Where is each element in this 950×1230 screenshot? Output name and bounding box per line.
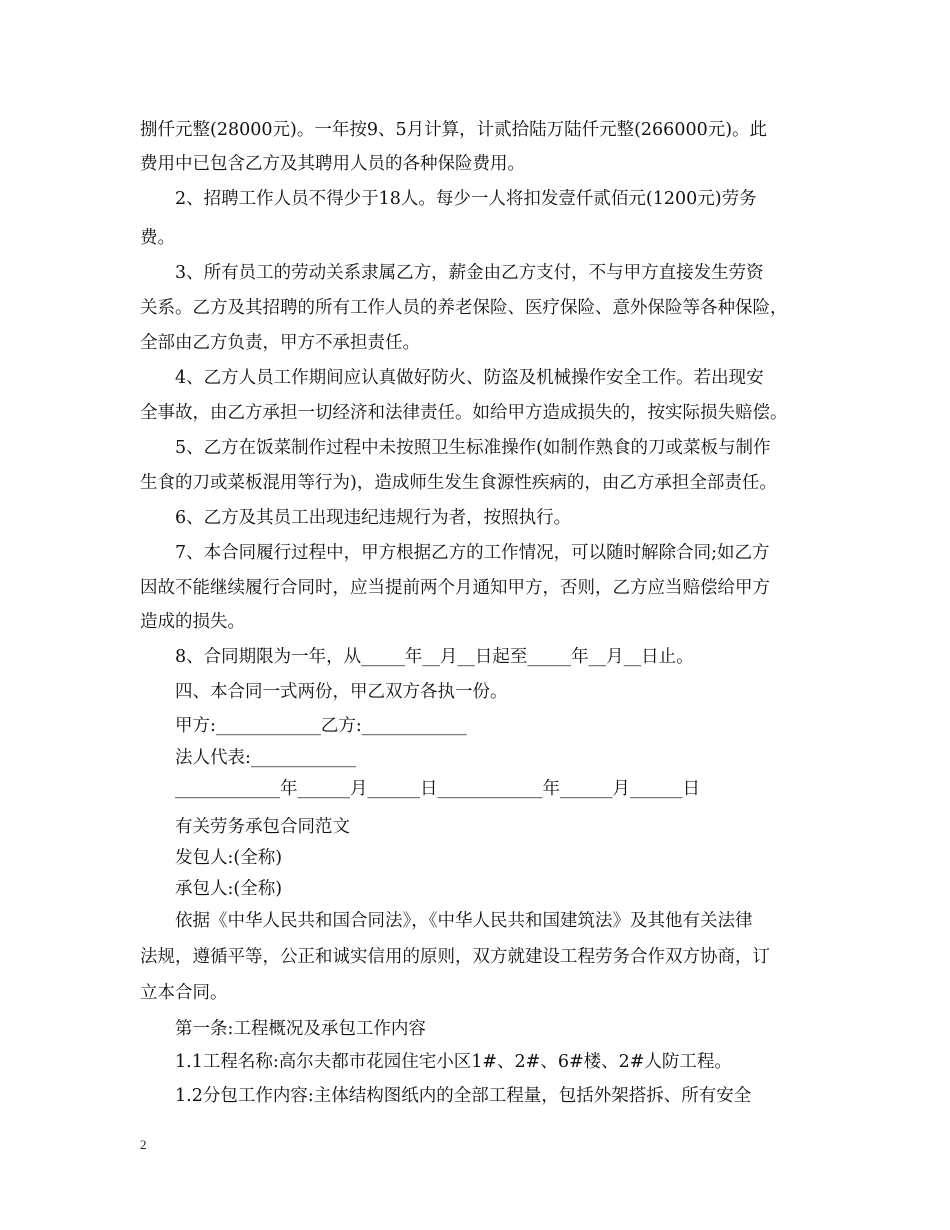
text-line: 发包人:(全称) bbox=[175, 848, 283, 868]
text-line: 依据《中华人民共和国合同法》，《中华人民共和国建筑法》及其他有关法律 bbox=[175, 911, 753, 931]
text-line: 全部由乙方负责，甲方不承担责任。 bbox=[140, 333, 420, 353]
text-line: 承包人:(全称) bbox=[175, 879, 283, 899]
text-line: 4、乙方人员工作期间应认真做好防火、防盗及机械操作安全工作。若出现安 bbox=[175, 368, 764, 388]
text-line: 费。 bbox=[140, 228, 175, 248]
text-line: 5、乙方在饭菜制作过程中未按照卫生标准操作(如制作熟食的刀或菜板与制作 bbox=[175, 438, 771, 458]
text-line: 费用中已包含乙方及其聘用人员的各种保险费用。 bbox=[140, 154, 525, 174]
page-number: 2 bbox=[140, 1137, 147, 1152]
text-line: 四、本合同一式两份，甲乙双方各执一份。 bbox=[175, 682, 508, 702]
text-line: 因故不能继续履行合同时，应当提前两个月通知甲方，否则，乙方应当赔偿给甲方 bbox=[140, 578, 770, 598]
text-line: 7、本合同履行过程中，甲方根据乙方的工作情况，可以随时解除合同;如乙方 bbox=[175, 543, 770, 563]
date-line: ____________年______月______日____________年______月______日 bbox=[175, 779, 700, 799]
text-line: 捌仟元整(28000元)。一年按9、5月计算，计贰拾陆万陆仟元整(266000元)。此 bbox=[140, 120, 768, 140]
text-line: 6、乙方及其员工出现违纪违规行为者，按照执行。 bbox=[175, 508, 572, 528]
signature-line: 甲方:____________乙方:____________ bbox=[175, 716, 467, 736]
text-line: 8、合同期限为一年，从_____年__月__日起至_____年__月__日止。 bbox=[175, 647, 694, 667]
text-line: 法规，遵循平等，公正和诚实信用的原则，双方就建设工程劳务合作双方协商，订 bbox=[140, 947, 770, 967]
text-line: 生食的刀或菜板混用等行为)，造成师生发生食源性疾病的，由乙方承担全部责任。 bbox=[140, 473, 777, 493]
text-line: 造成的损失。 bbox=[140, 612, 245, 632]
clause-heading: 第一条:工程概况及承包工作内容 bbox=[175, 1019, 426, 1039]
signature-line: 法人代表:____________ bbox=[175, 748, 356, 768]
text-line: 全事故，由乙方承担一切经济和法律责任。如给甲方造成损失的，按实际损失赔偿。 bbox=[140, 403, 788, 423]
text-line: 1.2分包工作内容:主体结构图纸内的全部工程量，包括外架搭拆、所有安全 bbox=[175, 1086, 752, 1106]
text-line: 立本合同。 bbox=[140, 983, 228, 1003]
section-title: 有关劳务承包合同范文 bbox=[175, 817, 350, 837]
text-line: 关系。乙方及其招聘的所有工作人员的养老保险、医疗保险、意外保险等各种保险， bbox=[140, 298, 788, 318]
text-line: 3、所有员工的劳动关系隶属乙方，薪金由乙方支付，不与甲方直接发生劳资 bbox=[175, 263, 764, 283]
text-line: 1.1工程名称:高尔夫都市花园住宅小区1#、2#、6#楼、2#人防工程。 bbox=[175, 1052, 732, 1072]
text-line: 2、招聘工作人员不得少于18人。每少一人将扣发壹仟贰佰元(1200元)劳务 bbox=[175, 189, 757, 209]
